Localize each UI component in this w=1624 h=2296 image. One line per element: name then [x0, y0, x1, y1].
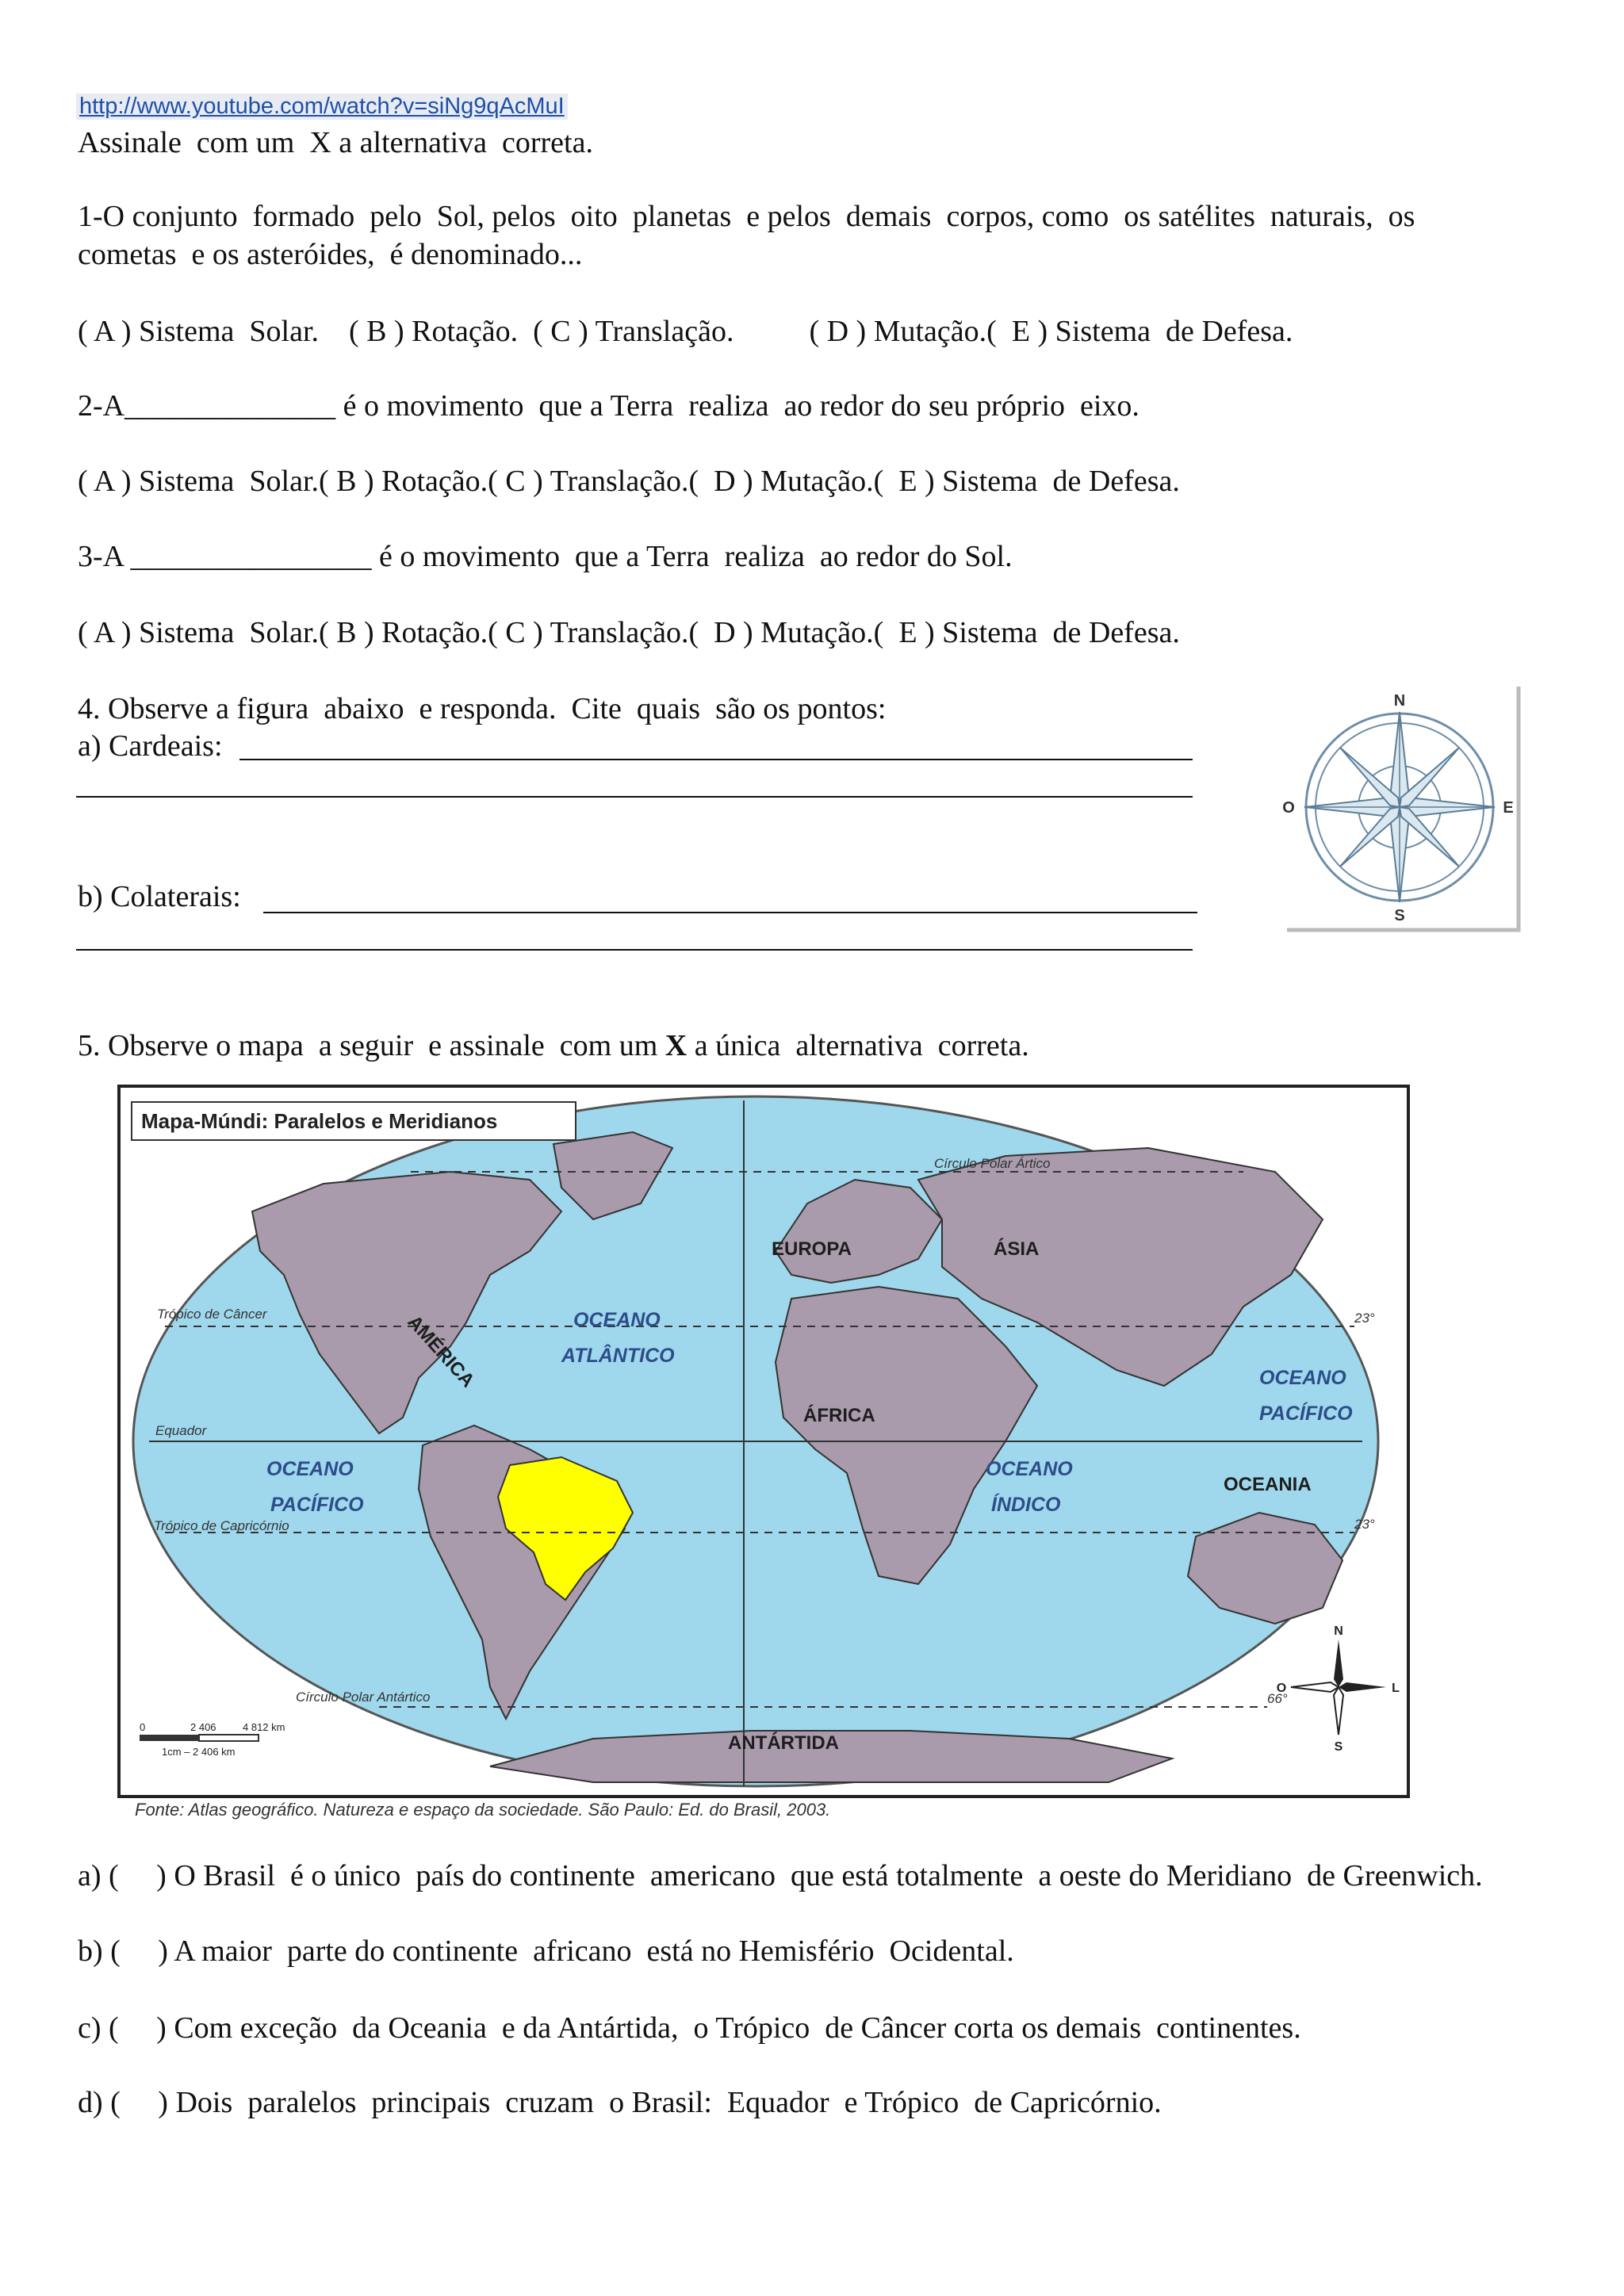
question-5-option-d: d) ( ) Dois paralelos principais cruzam o Brasil: Equador e Trópico de Capricórnio. — [78, 2086, 1162, 2119]
svg-text:O: O — [1276, 1682, 1287, 1695]
question-5-option-a: a) ( ) O Brasil é o único país do continente americano que está totalmente a oeste do Meridiano de Greenwich. — [78, 1859, 1483, 1892]
label-pacific-w-2: PACÍFICO — [270, 1494, 364, 1516]
compass-label-s: S — [1394, 907, 1405, 924]
label-antartida: ANTÁRTIDA — [728, 1732, 839, 1754]
svg-text:4 812 km: 4 812 km — [243, 1721, 285, 1733]
svg-text:0: 0 — [140, 1721, 146, 1733]
label-indian-2: ÍNDICO — [991, 1494, 1061, 1516]
compass-label-e: E — [1503, 799, 1514, 817]
map-source: Fonte: Atlas geográfico. Natureza e espaço da sociedade. São Paulo: Ed. do Brasil, 2003. — [135, 1800, 831, 1820]
label-atlantic-2: ATLÂNTICO — [561, 1345, 675, 1367]
instruction-text: Assinale com um X a alternativa correta. — [78, 126, 593, 159]
question-4b-label: b) Colaterais: — [78, 880, 241, 913]
label-europa: EUROPA — [772, 1238, 852, 1260]
question-3-text: 3-A ________________ é o movimento que a Terra realiza ao redor do Sol. — [78, 540, 1013, 573]
label-antarctic-circle: Círculo Polar Antártico — [296, 1689, 431, 1705]
label-indian-1: OCEANO — [986, 1458, 1073, 1480]
question-1-line-2: cometas e os asteróides, é denominado... — [78, 238, 583, 271]
answer-line-4b — [263, 912, 1197, 913]
label-23-bottom: 23° — [1354, 1517, 1375, 1532]
svg-text:1cm – 2 406 km: 1cm – 2 406 km — [162, 1746, 236, 1758]
label-africa: ÁFRICA — [803, 1405, 875, 1426]
label-equator: Equador — [155, 1423, 207, 1438]
label-66: 66° — [1267, 1691, 1288, 1706]
label-atlantic-1: OCEANO — [573, 1309, 661, 1331]
svg-text:N: N — [1334, 1624, 1343, 1638]
label-tropic-cancer: Trópico de Câncer — [157, 1307, 267, 1322]
question-5-text: 5. Observe o mapa a seguir e assinale com um X a única alternativa correta. — [78, 1029, 1029, 1062]
question-3-options: ( A ) Sistema Solar.( B ) Rotação.( C ) Translação.( D ) Mutação.( E ) Sistema de Defesa. — [78, 616, 1180, 649]
question-5-option-b: b) ( ) A maior parte do continente africano está no Hemisfério Ocidental. — [78, 1934, 1014, 1968]
question-4a-label: a) Cardeais: — [78, 729, 223, 763]
compass-label-o: O — [1282, 799, 1295, 817]
svg-text:L: L — [1392, 1682, 1400, 1695]
question-2-text: 2-A______________ é o movimento que a Terra realiza ao redor do seu próprio eixo. — [78, 389, 1139, 423]
label-pacific-e-1: OCEANO — [1259, 1367, 1346, 1389]
label-oceania: OCEANIA — [1224, 1474, 1312, 1495]
label-asia: ÁSIA — [994, 1238, 1040, 1260]
label-arctic-circle: Círculo Polar Ártico — [934, 1156, 1051, 1171]
label-pacific-e-2: PACÍFICO — [1259, 1402, 1353, 1425]
label-23-top: 23° — [1354, 1311, 1375, 1326]
question-4-text: 4. Observe a figura abaixo e responda. Cite quais são os pontos: — [78, 692, 887, 725]
svg-text:2 406: 2 406 — [190, 1721, 216, 1733]
question-2-options: ( A ) Sistema Solar.( B ) Rotação.( C ) Translação.( D ) Mutação.( E ) Sistema de Defesa. — [78, 465, 1180, 498]
answer-line-4b-2 — [76, 949, 1193, 951]
label-tropic-capricorn: Trópico de Capricórnio — [154, 1518, 289, 1533]
answer-line-4a — [239, 759, 1193, 760]
label-america: AMÉRICA — [403, 1311, 479, 1392]
label-pacific-w-1: OCEANO — [266, 1458, 354, 1480]
question-5-option-c: c) ( ) Com exceção da Oceania e da Antártida, o Trópico de Câncer corta os demais continentes. — [78, 2011, 1301, 2045]
answer-line-4a-2 — [76, 796, 1193, 798]
question-1-options: ( A ) Sistema Solar. ( B ) Rotação. ( C ) Translação. ( D ) Mutação.( E ) Sistema de Defesa. — [78, 315, 1293, 348]
question-1-line-1: 1-O conjunto formado pelo Sol, pelos oito planetas e pelos demais corpos, como os satélites naturais, os — [78, 200, 1415, 233]
map-title: Mapa-Múndi: Paralelos e Meridianos — [141, 1109, 498, 1133]
compass-label-n: N — [1393, 692, 1406, 710]
svg-text:S: S — [1334, 1740, 1343, 1754]
compass-rose-figure — [1273, 680, 1526, 932]
source-link[interactable]: http://www.youtube.com/watch?v=siNg9qAcMuI — [76, 94, 568, 120]
world-map — [117, 1085, 1410, 1798]
